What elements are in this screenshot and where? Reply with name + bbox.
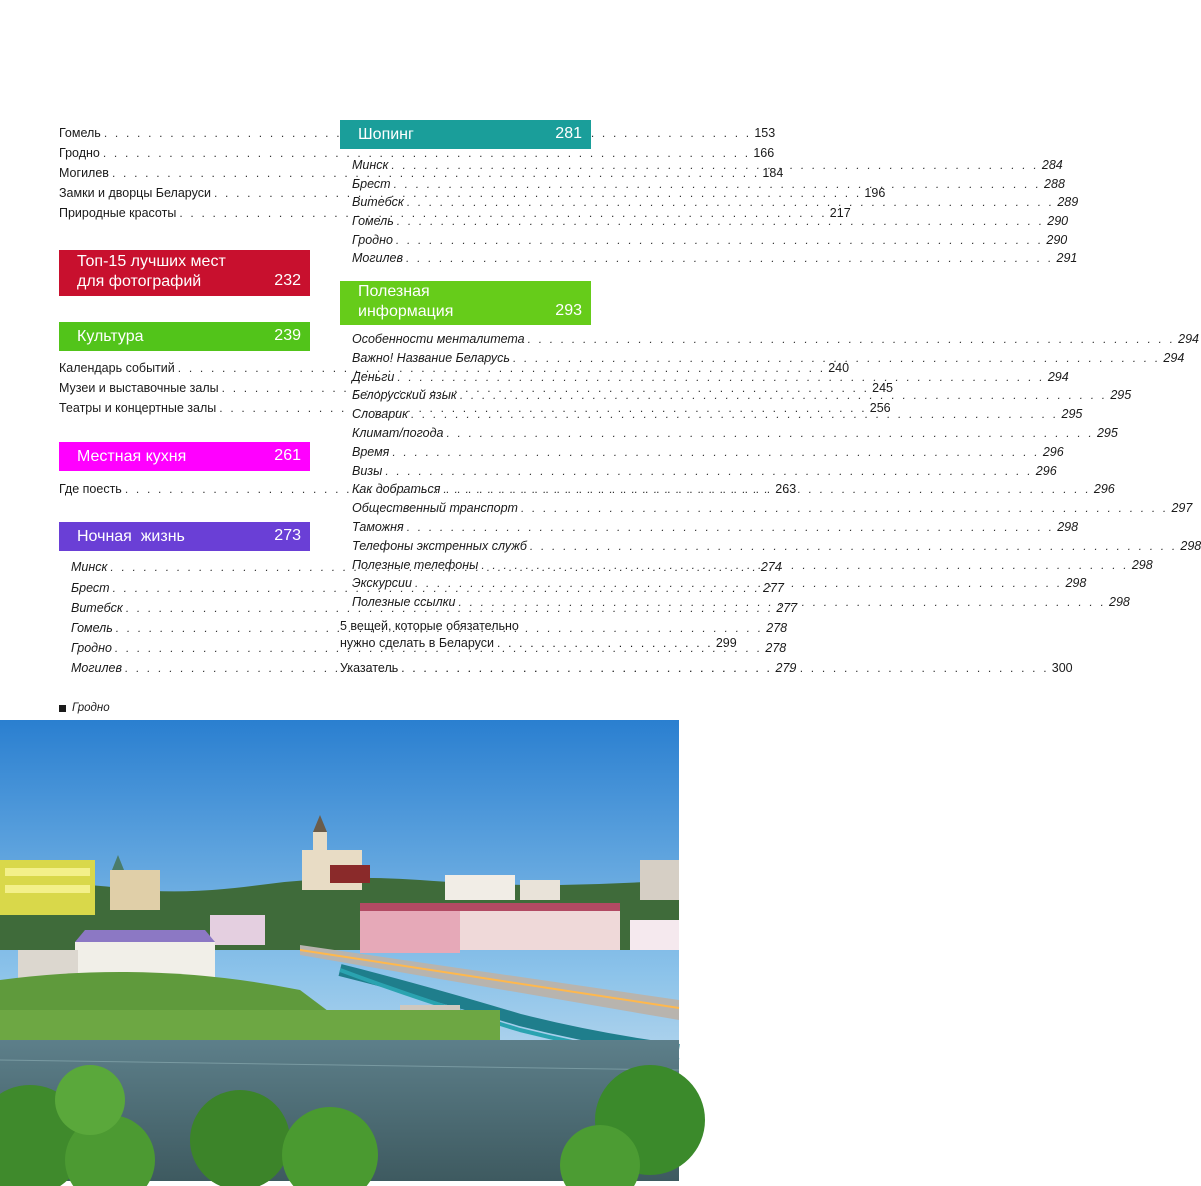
toc-entry-info-10[interactable] bbox=[352, 500, 1193, 516]
toc-entry-info-4[interactable] bbox=[352, 387, 1132, 403]
toc-entry-gomel[interactable]: Гомель . . . 153 bbox=[59, 125, 310, 141]
toc-entry-info-12[interactable] bbox=[352, 538, 1201, 554]
section-header-nightlife[interactable]: Ночная жизнь 273 bbox=[59, 522, 310, 551]
toc-entry-events[interactable]: Календарь событий . . . 240 bbox=[59, 360, 310, 376]
toc-entry-page: 294 bbox=[1163, 350, 1185, 365]
toc-entry-name: Общественный транспорт bbox=[352, 501, 518, 516]
toc-entry-page: 298 bbox=[1057, 520, 1079, 534]
toc-entry-page: 298 bbox=[1065, 576, 1087, 591]
toc-entry-where-to-eat[interactable]: Где поесть . . . 263 bbox=[59, 481, 310, 497]
toc-entry-name: Экскурсии bbox=[352, 576, 412, 591]
toc-entry-info-7[interactable] bbox=[352, 444, 1064, 460]
toc-entry-info-3[interactable] bbox=[352, 369, 1069, 385]
toc-entry-name: Телефоны экстренных служб bbox=[352, 538, 527, 553]
toc-entry-page: 298 bbox=[1109, 595, 1130, 610]
toc-entry-nightlife-grodno[interactable]: Гродно . . . 278 bbox=[71, 640, 310, 656]
photo-caption: Гродно bbox=[59, 702, 110, 714]
toc-entry-name: Белорусский язык bbox=[352, 388, 457, 403]
section-header-shopping[interactable]: Шопинг 281 bbox=[340, 120, 591, 149]
toc-entry-name: Таможня bbox=[352, 520, 404, 534]
toc-entry-grodno[interactable]: Гродно . . . 166 bbox=[59, 145, 310, 161]
toc-entry-index[interactable]: Указатель . . . 300 bbox=[340, 660, 591, 676]
toc-entry-info-2[interactable] bbox=[352, 350, 1185, 366]
section-header-cuisine[interactable]: Местная кухня 261 bbox=[59, 442, 310, 471]
toc-entry-page: 295 bbox=[1061, 407, 1083, 422]
toc-entry-name: Визы bbox=[352, 463, 383, 478]
caption-square-icon bbox=[59, 705, 66, 712]
grodno-cityscape-image bbox=[0, 720, 679, 1181]
toc-entry-info-8[interactable] bbox=[352, 463, 1057, 479]
toc-entry-nightlife-gomel[interactable]: Гомель . . . 278 bbox=[71, 620, 310, 636]
grodno-photo bbox=[0, 720, 679, 1181]
toc-entry-nightlife-vitebsk[interactable]: Витебск . . . 277 bbox=[71, 600, 310, 616]
toc-entry-nature[interactable]: Природные красоты . . . 217 bbox=[59, 205, 310, 221]
toc-entry-nightlife-minsk[interactable]: Минск . . . 274 bbox=[71, 559, 310, 575]
toc-entry-name: Как добраться bbox=[352, 482, 441, 497]
toc-entry-shopping-minsk[interactable]: Минск . . . 284 bbox=[352, 157, 591, 173]
toc-entry-theatres[interactable]: Театры и концертные залы . . . 256 bbox=[59, 400, 310, 416]
toc-entry-nightlife-brest[interactable]: Брест . . . 277 bbox=[71, 580, 310, 596]
toc-entry-page: 297 bbox=[1171, 501, 1193, 516]
toc-entry-shopping-gomel[interactable]: Гомель . . . 290 bbox=[352, 213, 591, 229]
section-header-top15[interactable]: Топ-15 лучших мест для фотографий 232 bbox=[59, 250, 310, 296]
toc-entry-page: 296 bbox=[1093, 482, 1115, 497]
toc-entry-shopping-grodno[interactable]: Гродно . . . 290 bbox=[352, 232, 591, 248]
toc-entry-name: Время bbox=[352, 444, 390, 459]
toc-entry-page: 296 bbox=[1035, 463, 1057, 478]
toc-entry-shopping-mogilev[interactable]: Могилев . . . 291 bbox=[352, 250, 591, 266]
toc-entry-page: 295 bbox=[1110, 388, 1132, 403]
toc-entry-mogilev[interactable]: Могилев . . . 184 bbox=[59, 165, 310, 181]
toc-entry-page: 298 bbox=[1131, 557, 1153, 572]
toc-entry-nightlife-mogilev[interactable]: Могилев . . . 279 bbox=[71, 660, 310, 676]
toc-entry-name: Полезные ссылки bbox=[352, 595, 456, 610]
toc-entry-name: Словарик bbox=[352, 407, 409, 422]
toc-entry-info-14[interactable] bbox=[352, 575, 1087, 591]
toc-entry-page: 294 bbox=[1178, 332, 1199, 346]
toc-entry-castles[interactable]: Замки и дворцы Беларуси . . . 196 bbox=[59, 185, 310, 201]
section-header-culture[interactable]: Культура 239 bbox=[59, 322, 310, 351]
toc-entry-info-11[interactable] bbox=[352, 519, 1079, 535]
toc-entry-name: Полезные телефоны bbox=[352, 557, 479, 572]
toc-entry-five-things[interactable]: 5 вещей, которые обязательно нужно сделать в Беларуси . . . . . . . . . . . . . . . . . . . . 299 bbox=[340, 619, 737, 650]
toc-entry-name: Особенности менталитета bbox=[352, 332, 525, 346]
toc-entry-info-15[interactable] bbox=[352, 594, 1130, 610]
toc-entry-page: 294 bbox=[1047, 369, 1069, 384]
toc-entry-page: 295 bbox=[1096, 426, 1118, 440]
toc-entry-info-5[interactable] bbox=[352, 406, 1083, 422]
toc-entry-shopping-vitebsk[interactable]: Витебск . . . 289 bbox=[352, 194, 591, 210]
toc-entry-info-1[interactable] bbox=[352, 331, 1199, 347]
section-header-useful-info[interactable]: Полезная информация 293 bbox=[340, 281, 591, 325]
toc-entry-name: Климат/погода bbox=[352, 426, 444, 440]
toc-entry-shopping-brest[interactable]: Брест . . . 288 bbox=[352, 176, 591, 192]
toc-entry-page: 296 bbox=[1042, 444, 1064, 459]
toc-entry-info-6[interactable] bbox=[352, 425, 1118, 441]
toc-entry-page: 298 bbox=[1180, 538, 1201, 553]
toc-entry-museums[interactable]: Музеи и выставочные залы . . . 245 bbox=[59, 380, 310, 396]
toc-entry-name: Важно! Название Беларусь bbox=[352, 350, 510, 365]
toc-entry-name: Деньги bbox=[352, 369, 395, 384]
